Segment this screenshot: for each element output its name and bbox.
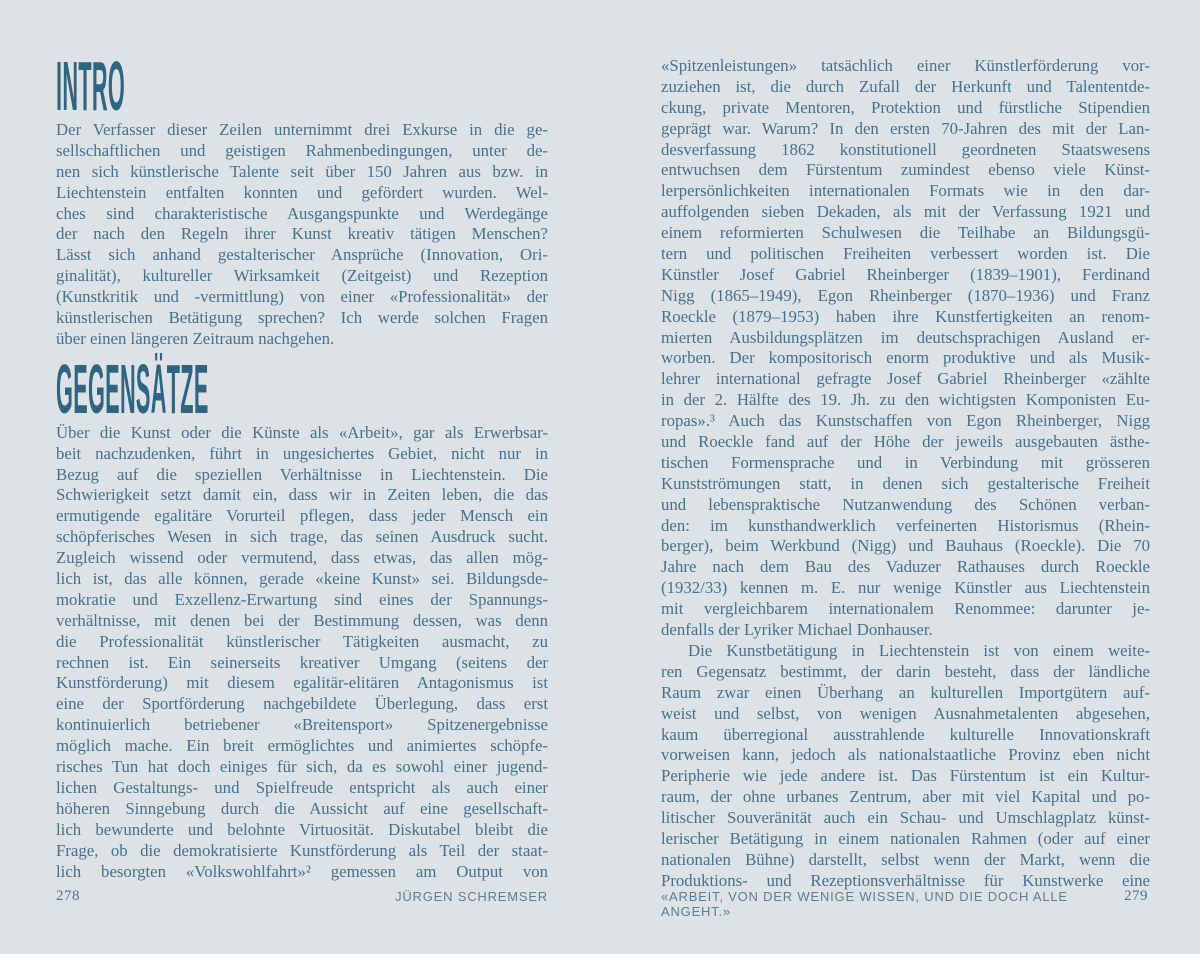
text-line: lich bewunderte und belohnte Virtuosität. Diskutabel bleibt die (56, 819, 548, 839)
text-line: höheren Sinngebung durch die Aussicht auf eine gesellschaft- (56, 798, 548, 818)
section-heading: GEGENSÄTZE (56, 349, 209, 428)
text-line: Kunstförderung) mit diesem egalitär-elitären Antagonismus ist (56, 673, 548, 693)
text-line: Raum zwar einen Überhang an kulturellen Importgütern auf- (661, 682, 1150, 702)
text-line: weist und selbst, von wenigen Ausnahmetalenten abgesehen, (661, 703, 1150, 723)
text-line: nationalen Bühne) darstellt, selbst wenn der Markt, wenn die (661, 849, 1150, 869)
text-line: (Kunstkritik und -vermittlung) von einer «Professionalität» der (56, 287, 548, 307)
text-line: kaum überregional ausstrahlende kulturelle Innovationskraft (661, 724, 1150, 744)
text-line: ropas».³ Auch das Kunstschaffen von Egon Rheinberger, Nigg (661, 411, 1150, 431)
text-line: Zugleich wissend oder vermutend, dass etwas, das allen mög- (56, 548, 548, 568)
right-page-text-column (661, 56, 1150, 892)
text-line: einem reformierten Schulwesen die Teilhabe an Bildungsgü- (661, 223, 1150, 243)
footer-row (0, 886, 1200, 919)
text-line: risches Tun hat doch einiges für sich, da es sowohl einer jugend- (56, 757, 548, 777)
text-line: Die Kunstbetätigung in Liechtenstein ist von einem weite- (688, 640, 1150, 660)
text-line: und Roeckle fand auf der Höhe der jeweils ausgebauten ästhe- (661, 432, 1150, 452)
text-line: tischen Formensprache und in Verbindung mit grösseren (661, 452, 1150, 472)
text-line: Schwierigkeit setzt damit ein, dass wir in Zeiten leben, die das (56, 485, 548, 505)
text-line: Lässt sich anhand gestalterischer Ansprüche (Innovation, Ori- (56, 245, 548, 265)
paragraph (661, 56, 1150, 641)
text-line: ermutigende egalitäre Vorurteil pflegen, dass jeder Mensch ein (56, 506, 548, 526)
text-line: worben. Der kompositorisch enorm produktive und als Musik- (661, 348, 1150, 368)
paragraph (661, 641, 1150, 892)
text-line: ren Gegensatz bestimmt, der darin besteht, dass der ländliche (661, 661, 1150, 681)
paragraph (56, 120, 548, 350)
running-head-author: JÜRGEN SCHREMSER (395, 889, 548, 904)
text-line: Liechtenstein entfalten konnten und gefördert wurden. Wel- (56, 182, 548, 202)
text-line: nen sich künstlerische Talente seit über 150 Jahren aus bzw. in (56, 161, 548, 181)
text-line: den: im kunsthandwerklich verfeinerten Historismus (Rhein- (661, 515, 1150, 535)
text-line: lich besorgten «Volkswohlfahrt»² gemessen am Output von (56, 861, 548, 881)
text-line: rechnen ist. Ein seinerseits kreativer Umgang (seitens der (56, 652, 548, 672)
section-heading: INTRO (56, 47, 126, 125)
text-line: raum, der ohne urbanes Zentrum, aber mit viel Kapital und po- (661, 787, 1150, 807)
text-line: entwuchsen dem Fürstentum zumindest ebenso viele Künst- (661, 160, 1150, 180)
text-line: berger), beim Werkbund (Nigg) und Bauhaus (Roeckle). Die 70 (661, 536, 1150, 556)
running-head-title: «ARBEIT, VON DER WENIGE WISSEN, UND DIE DOCH ALLE ANGEHT.» (661, 889, 1068, 919)
paragraph (56, 423, 548, 883)
text-line: künstlerischen Betätigung sprechen? Ich werde solchen Fragen (56, 308, 548, 328)
text-line: desverfassung 1862 konstitutionell geordneten Staatswesens (661, 139, 1150, 159)
text-line: sellschaftlichen und geistigen Rahmenbedingungen, unter de- (56, 140, 548, 160)
text-line: der nach den Regeln ihrer Kunst kreativ tätigen Menschen? (56, 224, 548, 244)
text-line: Der Verfasser dieser Zeilen unternimmt drei Exkurse in die ge- (56, 120, 548, 139)
text-line: lichen Gestaltungs- und Spielfreude entspricht als auch einer (56, 777, 548, 797)
text-line: in der 2. Hälfte des 19. Jh. zu den wichtigsten Komponisten Eu- (661, 390, 1150, 410)
text-line: lerpersönlichkeiten internationalen Formats wie in den dar- (661, 181, 1150, 201)
text-line: litischer Souveränität auch ein Schau- und Umschlagplatz künst- (661, 808, 1150, 828)
text-line: geprägt war. Warum? In den ersten 70-Jahren des mit der Lan- (661, 118, 1150, 138)
text-line: lehrer international gefragte Josef Gabriel Rheinberger «zählte (661, 369, 1150, 389)
page-number-right: 279 (1124, 888, 1148, 904)
text-line: Künstler Josef Gabriel Rheinberger (1839–1901), Ferdinand (661, 264, 1150, 284)
text-line: Bezug auf die speziellen Verhältnisse in Liechtenstein. Die (56, 464, 548, 484)
text-line: Über die Kunst oder die Künste als «Arbeit», gar als Erwerbsar- (56, 422, 548, 442)
text-line: vorweisen kann, jedoch als nationalstaatliche Provinz eben nicht (661, 745, 1150, 765)
text-line: Peripherie wie jede andere ist. Das Fürstentum ist ein Kultur- (661, 766, 1150, 786)
text-line: Roeckle (1879–1953) haben ihre Kunstfertigkeiten an renom- (661, 306, 1150, 326)
text-line: lerischer Betätigung in einem nationalen Rahmen (oder auf einer (661, 828, 1150, 848)
page-number-left: 278 (56, 888, 80, 904)
text-line: Nigg (1865–1949), Egon Rheinberger (1870–1936) und Franz (661, 285, 1150, 305)
text-line: Kunstströmungen statt, in denen sich gestalterische Freiheit (661, 473, 1150, 493)
text-line: auffolgenden sieben Dekaden, als mit der Verfassung 1921 und (661, 202, 1150, 222)
text-line: mit vergleichbarem internationalem Renommee: darunter je- (661, 599, 1150, 619)
text-line: denfalls der Lyriker Michael Donhauser. (661, 620, 933, 640)
text-line: über einen längeren Zeitraum nachgehen. (56, 328, 335, 348)
text-line: eine der Sportförderung nachgebildete Überlegung, dass erst (56, 694, 548, 714)
text-line: «Spitzenleistungen» tatsächlich einer Künstlerförderung vor- (661, 56, 1150, 75)
text-line: möglich mache. Ein breit ermöglichtes und animiertes schöpfe- (56, 736, 548, 756)
text-line: verhältnisse, mit denen bei der Bestimmung dessen, was denn (56, 610, 548, 630)
text-line: lich ist, das alle können, gerade «keine Kunst» sei. Bildungsde- (56, 569, 548, 589)
text-line: zuziehen ist, die durch Zufall der Herkunft und Talententde- (661, 76, 1150, 96)
text-line: mokratie und Exzellenz-Erwartung sind eines der Spannungs- (56, 589, 548, 609)
text-line: Frage, ob die demokratisierte Kunstförderung als Teil der staat- (56, 840, 548, 860)
text-line: und lebenspraktische Nutzanwendung des Schönen verban- (661, 494, 1150, 514)
text-line: ches sind charakteristische Ausgangspunkte und Werdegänge (56, 203, 548, 223)
text-line: ckung, private Mentoren, Protektion und fürstliche Stipendien (661, 97, 1150, 117)
text-line: Jahre nach dem Bau des Vaduzer Rathauses durch Roeckle (661, 557, 1150, 577)
text-line: (1932/33) kennen m. E. nur wenige Künstler aus Liechtenstein (661, 578, 1150, 598)
text-line: Produktions- und Rezeptionsverhältnisse für Kunstwerke eine (661, 870, 1150, 890)
left-page-text-column (56, 47, 548, 882)
text-line: kontinuierlich betriebener «Breitensport» Spitzenergebnisse (56, 715, 548, 735)
text-line: ginalität), kultureller Wirksamkeit (Zeitgeist) und Rezeption (56, 266, 548, 286)
text-line: beit nachzudenken, führt in ungesichertes Gebiet, nicht nur in (56, 443, 548, 463)
text-line: schöpferisches Wesen in sich trage, das seinen Ausdruck sucht. (56, 527, 548, 547)
text-line: mierten Ausbildungsplätzen im deutschsprachigen Ausland er- (661, 327, 1150, 347)
text-line: die Professionalität künstlerischer Tätigkeiten ausmacht, zu (56, 631, 548, 651)
text-line: tern und politischen Freiheiten verbessert worden ist. Die (661, 244, 1150, 264)
